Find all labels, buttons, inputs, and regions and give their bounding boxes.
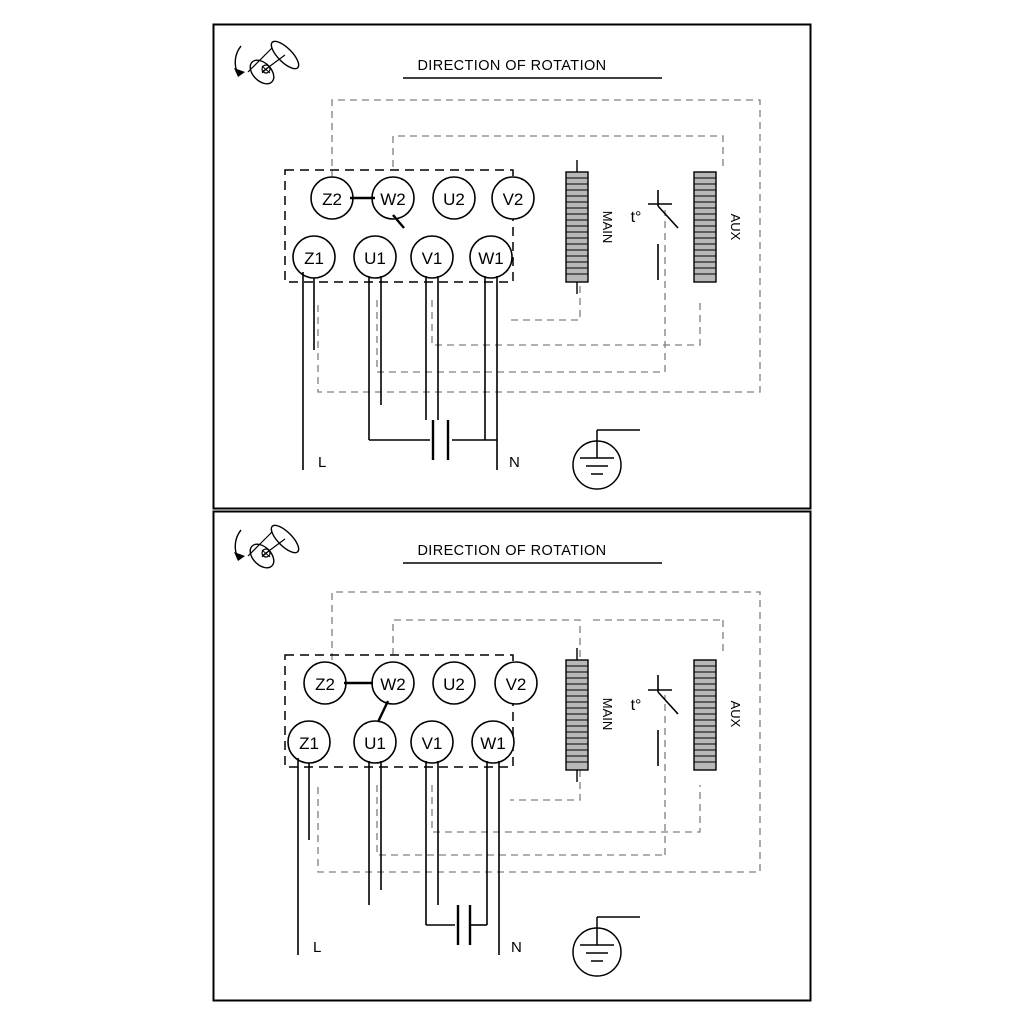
terminal-label: U1 (364, 249, 386, 268)
terminal-label: V2 (502, 190, 524, 209)
panel-top-L-label: L (318, 454, 327, 471)
terminal-label: Z1 (304, 249, 324, 268)
terminal-label: Z2 (322, 190, 342, 209)
terminal-label: U2 (443, 675, 465, 694)
main-winding-label: MAIN (600, 697, 615, 731)
terminal-label: W2 (380, 190, 406, 209)
panel-top-thermal-label: t° (630, 209, 642, 226)
panel-top-heading: DIRECTION OF ROTATION (417, 58, 607, 74)
panel-bottom-heading: DIRECTION OF ROTATION (417, 543, 607, 559)
panel-bottom-thermal-label: t° (630, 697, 642, 714)
main-winding-label: MAIN (600, 210, 615, 244)
terminal-label: Z1 (299, 734, 319, 753)
terminal-label: U2 (443, 190, 465, 209)
terminal-label: U1 (364, 734, 386, 753)
terminal-label: V2 (505, 675, 527, 694)
panel-bottom-N-label: N (511, 939, 522, 956)
terminal-label: Z2 (315, 675, 335, 694)
terminal-label: V1 (421, 249, 443, 268)
panel-bottom-L-label: L (313, 939, 322, 956)
aux-winding-label: AUX (728, 213, 743, 241)
aux-winding-label: AUX (728, 700, 743, 728)
terminal-label: W2 (380, 675, 406, 694)
terminal-label: W1 (480, 734, 506, 753)
terminal-label: W1 (478, 249, 504, 268)
panel-top-N-label: N (509, 454, 520, 471)
terminal-label: V1 (421, 734, 443, 753)
